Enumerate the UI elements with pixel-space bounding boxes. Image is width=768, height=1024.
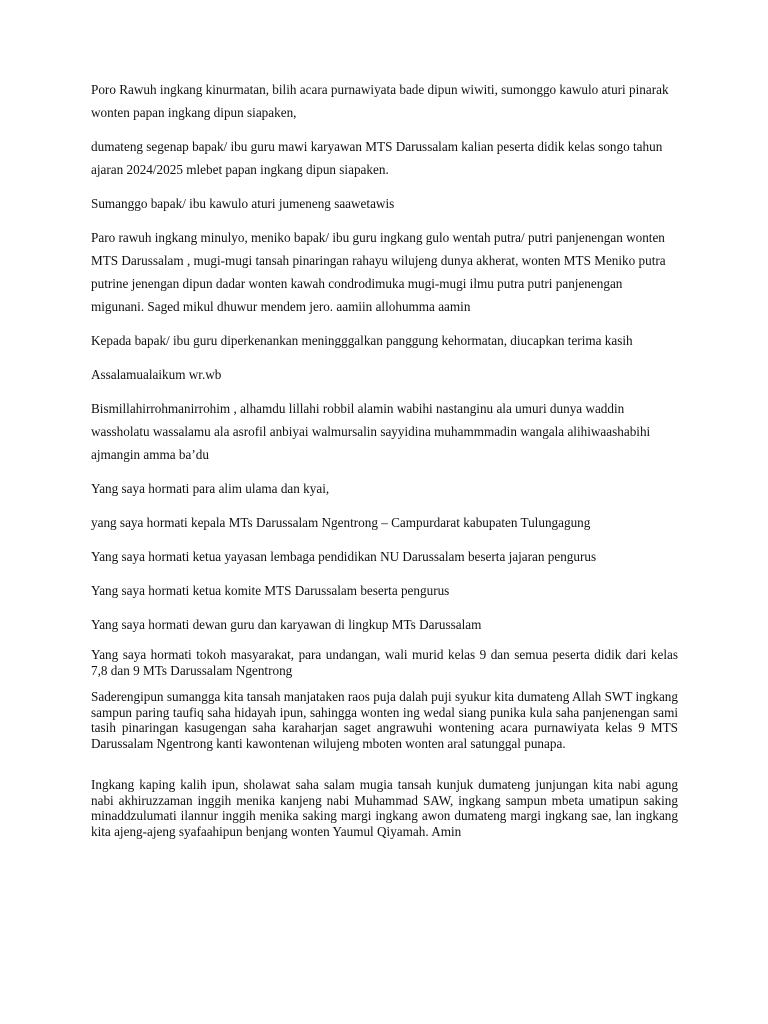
paragraph-honor-foundation: Yang saya hormati ketua yayasan lembaga pendidikan NU Darussalam beserta jajaran pengurus — [91, 549, 597, 564]
paragraph-bismillah: Bismillahirrohmanirrohim , alhamdu lillahi robbil alamin wabihi nastanginu ala umuri dunya waddin wassholatu wassalamu ala asrofil anbiyai walmursalin sayyidina muhammmadin wangala alihiwaashabihi ajmangin amma ba’du — [91, 401, 651, 462]
paragraph-sholawat: Ingkang kaping kalih ipun, sholawat saha salam mugia tansah kunjuk dumateng junjungan kita nabi agung nabi akhiruzzaman inggih menika kanjeng nabi Muhammad SAW, ingkang sampun mbeta umatipun saking minaddzulumati ilannur inggih menika saking margi ingkang awon dumateng margi ingkang sae, lan ingkang kita ajeng-ajeng syafaahipun benjang wonten Yaumul Qiyamah. Amin — [91, 777, 678, 839]
paragraph-teachers-enter: dumateng segenap bapak/ ibu guru mawi karyawan MTS Darussalam kalian peserta didik kelas songo tahun ajaran 2024/2025 mlebet papan ingkang dipun siapaken. — [91, 139, 663, 177]
paragraph-stand-request: Sumanggo bapak/ ibu kawulo aturi jumeneng saawetawis — [91, 196, 395, 211]
document-page — [91, 78, 678, 839]
paragraph-opening: Poro Rawuh ingkang kinurmatan, bilih acara purnawiyata bade dipun wiwiti, sumonggo kawulo aturi pinarak wonten papan ingkang dipun siapaken, — [91, 82, 669, 120]
paragraph-gratitude: Saderengipun sumangga kita tansah manjataken raos puja dalah puji syukur kita dumateng Allah SWT ingkang sampun paring taufiq saha hidayah ipun, sahingga wonten ing wedal siang punika kula saha panjenengan sami tasih pinaringan kasugengan saha karaharjan saget angrawuhi wontening acara purnawiyata kelas 9 MTS Darussalam Ngentrong kanti kawontenan wilujeng mboten wonten aral satunggal punapa. — [91, 689, 678, 751]
paragraph-honor-community: Yang saya hormati tokoh masyarakat, para undangan, wali murid kelas 9 dan semua peserta didik dari kelas 7,8 dan 9 MTs Darussalam Ngentrong — [91, 647, 678, 678]
paragraph-greeting: Assalamualaikum wr.wb — [91, 367, 222, 382]
paragraph-honor-staff: Yang saya hormati dewan guru dan karyawan di lingkup MTs Darussalam — [91, 617, 482, 632]
paragraph-parents-address: Paro rawuh ingkang minulyo, meniko bapak/ ibu guru ingkang gulo wentah putra/ putri panjenengan wonten MTS Darussalam , mugi-mugi tansah pinaringan rahayu wilujeng dunya akherat, wonten MTS Meniko putra putrine jenengan dipun dadar wonten kawah condrodimuka mugi-mugi ilmu putra putri panjenengan migunani. Saged mikul dhuwur mendem jero. aamiin allohumma aamin — [91, 230, 666, 314]
paragraph-honor-committee: Yang saya hormati ketua komite MTS Darussalam beserta pengurus — [91, 583, 450, 598]
paragraph-honor-principal: yang saya hormati kepala MTs Darussalam Ngentrong – Campurdarat kabupaten Tulungagung — [91, 515, 591, 530]
paragraph-honor-ulama: Yang saya hormati para alim ulama dan kyai, — [91, 481, 330, 496]
paragraph-teachers-leave: Kepada bapak/ ibu guru diperkenankan meningggalkan panggung kehormatan, diucapkan terima kasih — [91, 333, 633, 348]
